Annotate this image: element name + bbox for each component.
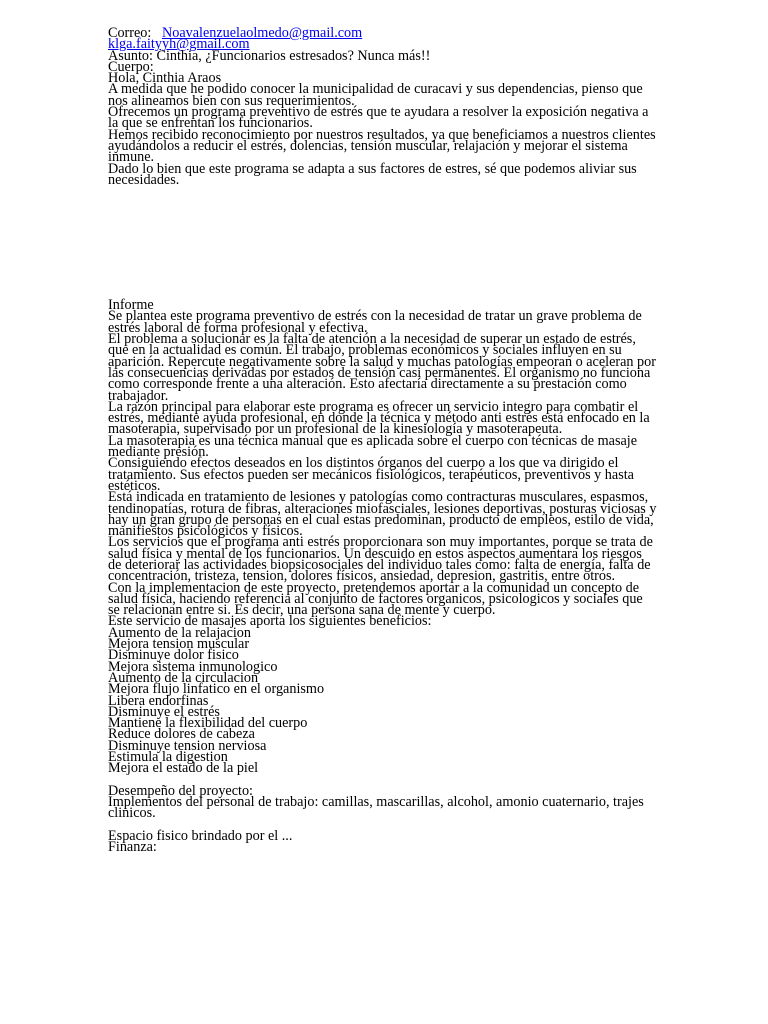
benefit-item: Disminuye el estrés [108, 703, 220, 720]
benefit-item: Disminuye tension nerviosa [108, 737, 267, 754]
benefit-item: Disminuye dolor fisico [108, 647, 239, 664]
benefit-item: Mejora sistema inmunologico [108, 658, 278, 675]
document-body [108, 25, 658, 855]
informe-paragraph: Los servicios que el programa anti estrés proporcionara son muy importantes, porque se trata de salud física y mental de los funcionarios. Un descuido en estos aspectos aumentara los riesgos de deteriorar las actividades biopsicosociales del individuo tales como: falta de energía, falta de concentración, tristeza, tension, dolores físicos, ansiedad, depresion, gastritis, entre otros. [108, 534, 653, 585]
finanza-label: Finanza: [108, 838, 157, 855]
second-email-link[interactable]: klga.faityyh@gmail.com [108, 36, 250, 53]
benefits-list [108, 624, 658, 777]
benefit-item: Libera endorfinas [108, 692, 209, 709]
asunto-line: Asunto: Cinthia, ¿Funcionarios estresados? Nunca más!! [108, 47, 431, 64]
greeting: Hola, Cinthia Araos [108, 70, 222, 87]
informe-paragraph: El problema a solucionar es la falta de atención a la necesidad de superar un estado de estrés, que en la actualidad es común. El trabajo, problemas económicos y sociales influyen en su aparición. Repercute negativamente sobre la salud y muchas patologías empeoran o aceleran por las consecuencias derivadas por estados de tensión casi permanentes. El organismo no funciona como corresponde frente a una alteración. Esto afectaría directamente a su prestación como trabajador. [108, 331, 656, 404]
informe-paragraph: Este servicio de masajes aporta los siguientes beneficios: [108, 613, 432, 630]
email-section [108, 25, 658, 188]
correo-email-link[interactable]: Noavalenzuelaolmedo@gmail.com [161, 25, 363, 41]
informe-paragraph: Se plantea este programa preventivo de estrés con la necesidad de tratar un grave problema de estrés laboral de forma profesional y efectiva. [108, 308, 642, 336]
benefit-item: Estimula la digestion [108, 749, 228, 766]
email-paragraph: Hemos recibido reconocimiento por nuestros resultados, ya que beneficiamos a nuestros clientes ayudándolos a reducir el estrés, dolencias, tensión muscular, relajación y mejorar el sistema inmune. [108, 126, 656, 166]
benefit-item: Mejora tension muscular [108, 636, 250, 653]
informe-section [108, 297, 658, 855]
desempeno-label: Desempeño del proyecto: [108, 782, 253, 799]
informe-paragraph: Está indicada en tratamiento de lesiones y patologías como contracturas musculares, espasmos, tendinopatías, rotura de fibras, alteraciones miofasciales, lesiones deportivas, posturas viciosas y hay un gran grupo de personas en el cual estas predominan, producto de empleos, estilo de vida, manifiestos psicológicos y físicos. [108, 489, 657, 540]
informe-paragraph: La razón principal para elaborar este programa es ofrecer un servicio integro para combatir el estrés, mediante ayuda profesional, en donde la técnica y método anti estrés está enfocado en la masoterapia, supervisado por un profesional de la kinesiología y masoterapeuta. [108, 398, 650, 438]
email-paragraph: Dado lo bien que este programa se adapta a sus factores de estres, sé que podemos aliviar sus necesidades. [108, 160, 637, 188]
email-paragraph: A medida que he podido conocer la municipalidad de curacavi y sus dependencias, pienso que nos alineamos bien con sus requerimientos. [108, 81, 643, 109]
informe-paragraph: La masoterapia es una técnica manual que es aplicada sobre el cuerpo con técnicas de masaje mediante presión. [108, 432, 638, 461]
benefit-item: Mejora el estado de la piel [108, 760, 259, 777]
benefit-item: Mantiene la flexibilidad del cuerpo [108, 715, 308, 732]
benefit-item: Aumento de la circulacion [108, 669, 259, 686]
benefit-item: Reduce dolores de cabeza [108, 726, 255, 743]
espacio-line: Espacio fisico brindado por el ... [108, 827, 293, 844]
cuerpo-label: Cuerpo: [108, 58, 154, 75]
informe-paragraph: Consiguiendo efectos deseados en los distintos órganos del cuerpo a los que va dirigido el tratamiento. Sus efectos pueden ser mecánicos fisiológicos, terapéuticos, preventivos y hasta estéticos. [108, 455, 634, 494]
benefit-item: Aumento de la relajacion [108, 624, 251, 641]
implementos-paragraph: Implementos del personal de trabajo: camillas, mascarillas, alcohol, amonio cuaternario, trajes clinicos. [108, 793, 644, 822]
blank-spacer [108, 186, 658, 300]
informe-paragraph: Con la implementacion de este proyecto, pretendemos aportar a la comunidad un concepto de salud física, haciendo referencia al conjunto de factores organicos, psicologicos y sociales que se relacionan entre si. Es decir, una persona sana de mente y cuerpo. [108, 579, 643, 619]
informe-title: Informe [108, 297, 154, 314]
email-paragraph: Ofrecemos un programa preventivo de estrés que te ayudara a resolver la exposición negativa a la que se enfrentan los funcionarios. [108, 104, 649, 132]
correo-label: Correo: [108, 25, 152, 41]
benefit-item: Mejora flujo linfatico en el organismo [108, 681, 325, 698]
